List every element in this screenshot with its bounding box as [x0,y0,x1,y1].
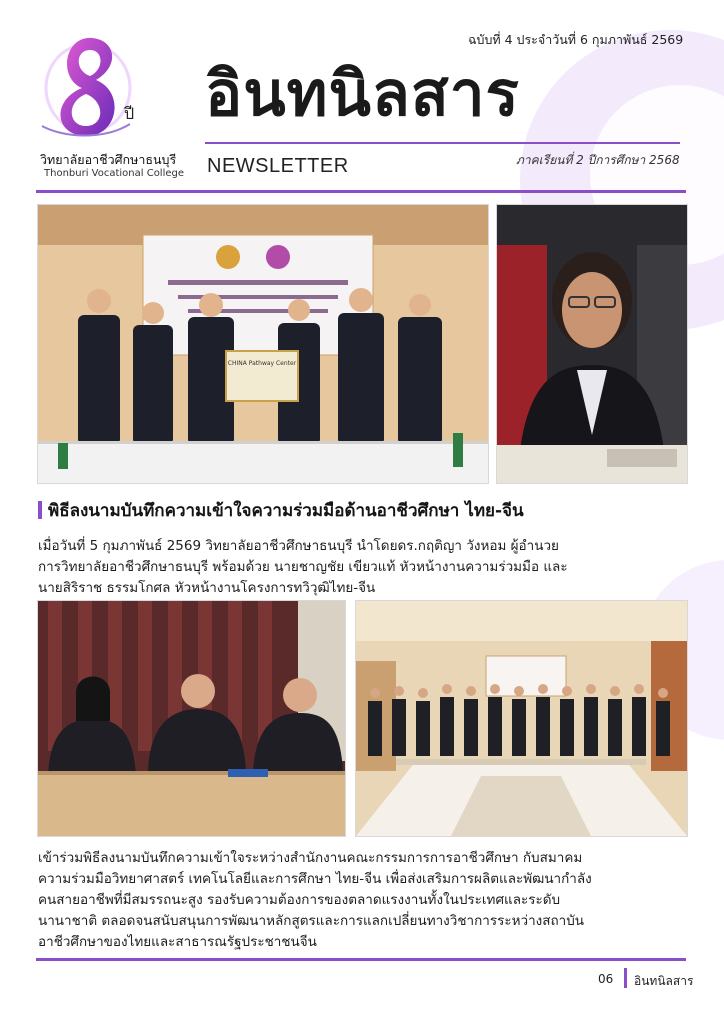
intro-line: การวิทยาลัยอาชีวศึกษาธนบุรี พร้อมด้วย นายชาญชัย เขียวแท้ หัวหน้างานความร่วมมือ และ [38,559,568,575]
masthead-subtitle: NEWSLETTER [207,155,349,177]
masthead-divider [205,142,680,144]
college-name-en: Thonburi Vocational College [44,168,185,179]
college-name-th: วิทยาลัยอาชีวศึกษาธนบุรี [40,152,177,167]
page-number: 06 [598,972,614,986]
photo-ceremony-group [37,204,489,484]
article-headline: พิธีลงนามบันทึกความเข้าใจความร่วมมือด้านอาชีวศึกษา ไทย-จีน [48,501,524,521]
intro-line: เมื่อวันที่ 5 กุมภาพันธ์ 2569 วิทยาลัยอาชีวศึกษาธนบุรี นำโดยดร.กฤติญา วังหอม ผู้อำนวย [38,538,559,554]
headline-bar [38,501,42,519]
footer-rule [36,958,686,961]
logo-8-icon [34,28,134,148]
body-line: เข้าร่วมพิธีลงนามบันทึกความเข้าใจระหว่างสำนักงานคณะกรรมการการอาชีวศึกษา กับสมาคม [38,850,583,866]
photo-director-portrait [496,204,688,484]
footer-publication: อินทนิลสาร [634,974,694,988]
body-line: อาชีวศึกษาของไทยและสาธารณรัฐประชาชนจีน [38,934,317,950]
issue-line: ฉบับที่ 4 ประจำวันที่ 6 กุมภาพันธ์ 2569 [468,32,684,47]
article-intro [38,536,688,599]
masthead-title: อินทนิลสาร [205,57,520,130]
photo-meeting-room [355,600,688,837]
semester-line: ภาคเรียนที่ 2 ปีการศึกษา 2568 [516,153,680,167]
intro-line: นายสิริราช ธรรมโกศล หัวหน้างานโครงการทวิวุฒิไทย-จีน [38,580,376,596]
footer-divider [624,968,627,988]
certificate-title: CHINA Pathway Center [227,360,297,367]
body-line: ความร่วมมือวิทยาศาสตร์ เทคโนโลยีและการศึกษา ไทย-จีน เพื่อส่งเสริมการผลิตและพัฒนากำลัง [38,871,592,887]
photo-attendees-table [37,600,346,837]
college-logo [34,28,134,148]
body-line: นานาชาติ ตลอดจนสนับสนุนการพัฒนาหลักสูตรและการแลกเปลี่ยนทางวิชาการระหว่างสถาบัน [38,913,585,929]
article-body [38,848,688,953]
logo-suffix: ปี [124,104,135,123]
body-line: คนสายอาชีพที่มีสมรรถนะสูง รองรับความต้องการของตลาดแรงงานทั้งในประเทศและระดับ [38,892,561,908]
header-rule [36,190,686,193]
